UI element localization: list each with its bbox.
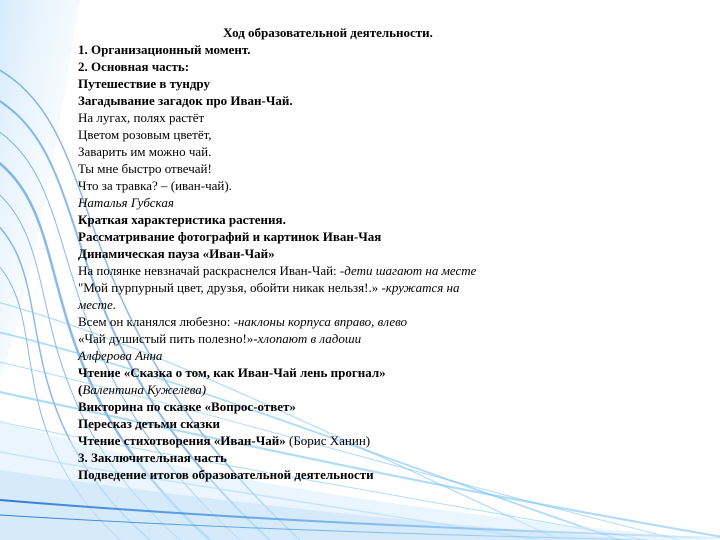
tale-author: Валентина Кужелева) [82, 382, 207, 397]
pause-text: «Чай душистый пить полезно!» [78, 331, 254, 346]
tale-author-line [78, 381, 638, 398]
pause-action: -дети шагают на месте [339, 263, 477, 278]
riddle-line: На лугах, полях растёт [78, 110, 205, 125]
poem-author: (Борис Ханин) [285, 433, 371, 448]
document-title: Ход образовательной деятельности. [223, 25, 433, 40]
riddle-line: Цветом розовым цветёт, [78, 127, 212, 142]
pause-line [78, 313, 638, 330]
pause-action: -кружатся на [381, 280, 460, 295]
pause-action: месте. [78, 297, 117, 312]
section-organizational-moment: 1. Организационный момент. [78, 42, 251, 57]
item-retelling: Пересказ детьми сказки [78, 416, 221, 431]
item-tale-heading: Чтение «Сказка о том, как Иван-Чай лень прогнал» [78, 365, 386, 380]
lesson-plan-document [78, 24, 638, 483]
pause-text: На полянке невзначай раскраснелся Иван-Чай: [78, 263, 340, 278]
section-main-part: 2. Основная часть: [78, 59, 190, 74]
riddle-line: Что за травка? – (иван-чай). [78, 178, 232, 193]
item-poem [78, 432, 638, 449]
section-final-part: 3. Заключительная часть [78, 450, 227, 465]
riddle-line: Заварить им можно чай. [78, 144, 212, 159]
pause-text: "Мой пурпурный цвет, друзья, обойти никак нельзя!.» [78, 280, 382, 295]
item-photos: Рассматривание фотографий и картинок Иван-Чая [78, 229, 382, 244]
pause-line [78, 330, 638, 347]
pause-action: -хлопают в ладоши [253, 331, 362, 346]
pause-action: -наклоны корпуса вправо, влево [233, 314, 408, 329]
item-characteristic: Краткая характеристика растения. [78, 212, 286, 227]
poem-title: Чтение стихотворения «Иван-Чай» [78, 433, 286, 448]
pause-author: Алферова Анна [78, 348, 163, 363]
riddle-author: Наталья Губская [78, 195, 174, 210]
item-riddles-heading: Загадывание загадок про Иван-Чай. [78, 93, 293, 108]
pause-text: Всем он кланялся любезно: [78, 314, 234, 329]
riddle-line: Ты мне быстро отвечай! [78, 161, 212, 176]
item-quiz: Викторина по сказке «Вопрос-ответ» [78, 399, 296, 414]
item-summary: Подведение итогов образовательной деятельности [78, 467, 374, 482]
tale-author-paren: ( [78, 382, 83, 397]
item-journey: Путешествие в тундру [78, 76, 210, 91]
pause-line [78, 279, 638, 296]
item-pause-heading: Динамическая пауза «Иван-Чай» [78, 246, 275, 261]
pause-line [78, 262, 638, 279]
